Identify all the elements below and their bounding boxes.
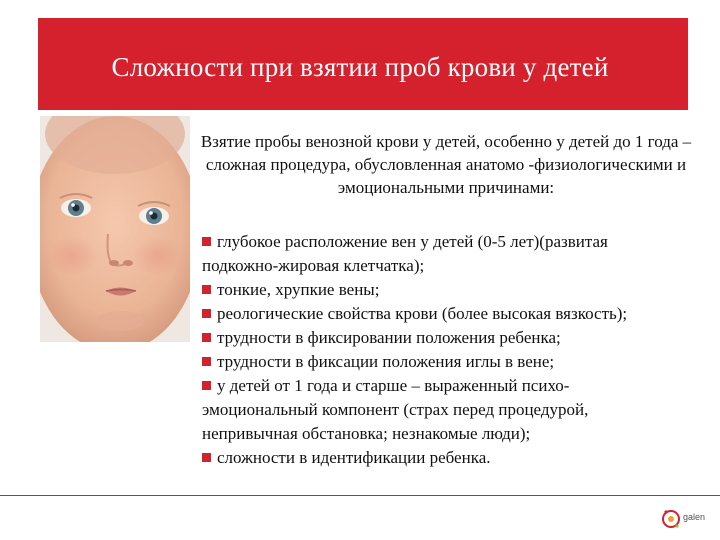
list-item	[202, 350, 672, 374]
intro-paragraph: Взятие пробы венозной крови у детей, особенно у детей до 1 года – сложная процедура, обусловленная анатомо -физиологическими и эмоциональными причинами:	[200, 132, 692, 197]
list-item-text: реологические свойства крови (более высокая вязкость);	[217, 304, 628, 323]
list-item-text: тонкие, хрупкие вены;	[217, 280, 380, 299]
list-item	[202, 230, 672, 278]
list-item	[202, 326, 672, 350]
square-bullet-icon	[202, 237, 211, 246]
square-bullet-icon	[202, 333, 211, 342]
list-item-text: сложности в идентификации ребенка.	[217, 448, 491, 467]
square-bullet-icon	[202, 309, 211, 318]
baby-photo	[40, 116, 190, 342]
slide-title: Сложности при взятии проб крови у детей	[111, 52, 609, 82]
square-bullet-icon	[202, 285, 211, 294]
square-bullet-icon	[202, 381, 211, 390]
list-item	[202, 374, 672, 446]
list-item-text: глубокое расположение вен у детей (0-5 лет)(развитая подкожно-жировая клетчатка);	[202, 232, 608, 275]
list-item	[202, 446, 672, 470]
list-item	[202, 302, 672, 326]
list-item-text: трудности в фиксировании положения ребенка;	[217, 328, 561, 347]
logo-text: galen	[683, 512, 706, 522]
list-item-text: трудности в фиксации положения иглы в вене;	[217, 352, 555, 371]
difficulties-list	[202, 230, 672, 470]
square-bullet-icon	[202, 357, 211, 366]
list-item-text: у детей от 1 года и старше – выраженный психо-эмоциональный компонент (страх перед процедурой, непривычная обстановка; незнакомые люди);	[202, 376, 589, 443]
footer-divider	[0, 495, 720, 496]
list-item	[202, 278, 672, 302]
baby-face-image	[40, 116, 190, 342]
square-bullet-icon	[202, 453, 211, 462]
